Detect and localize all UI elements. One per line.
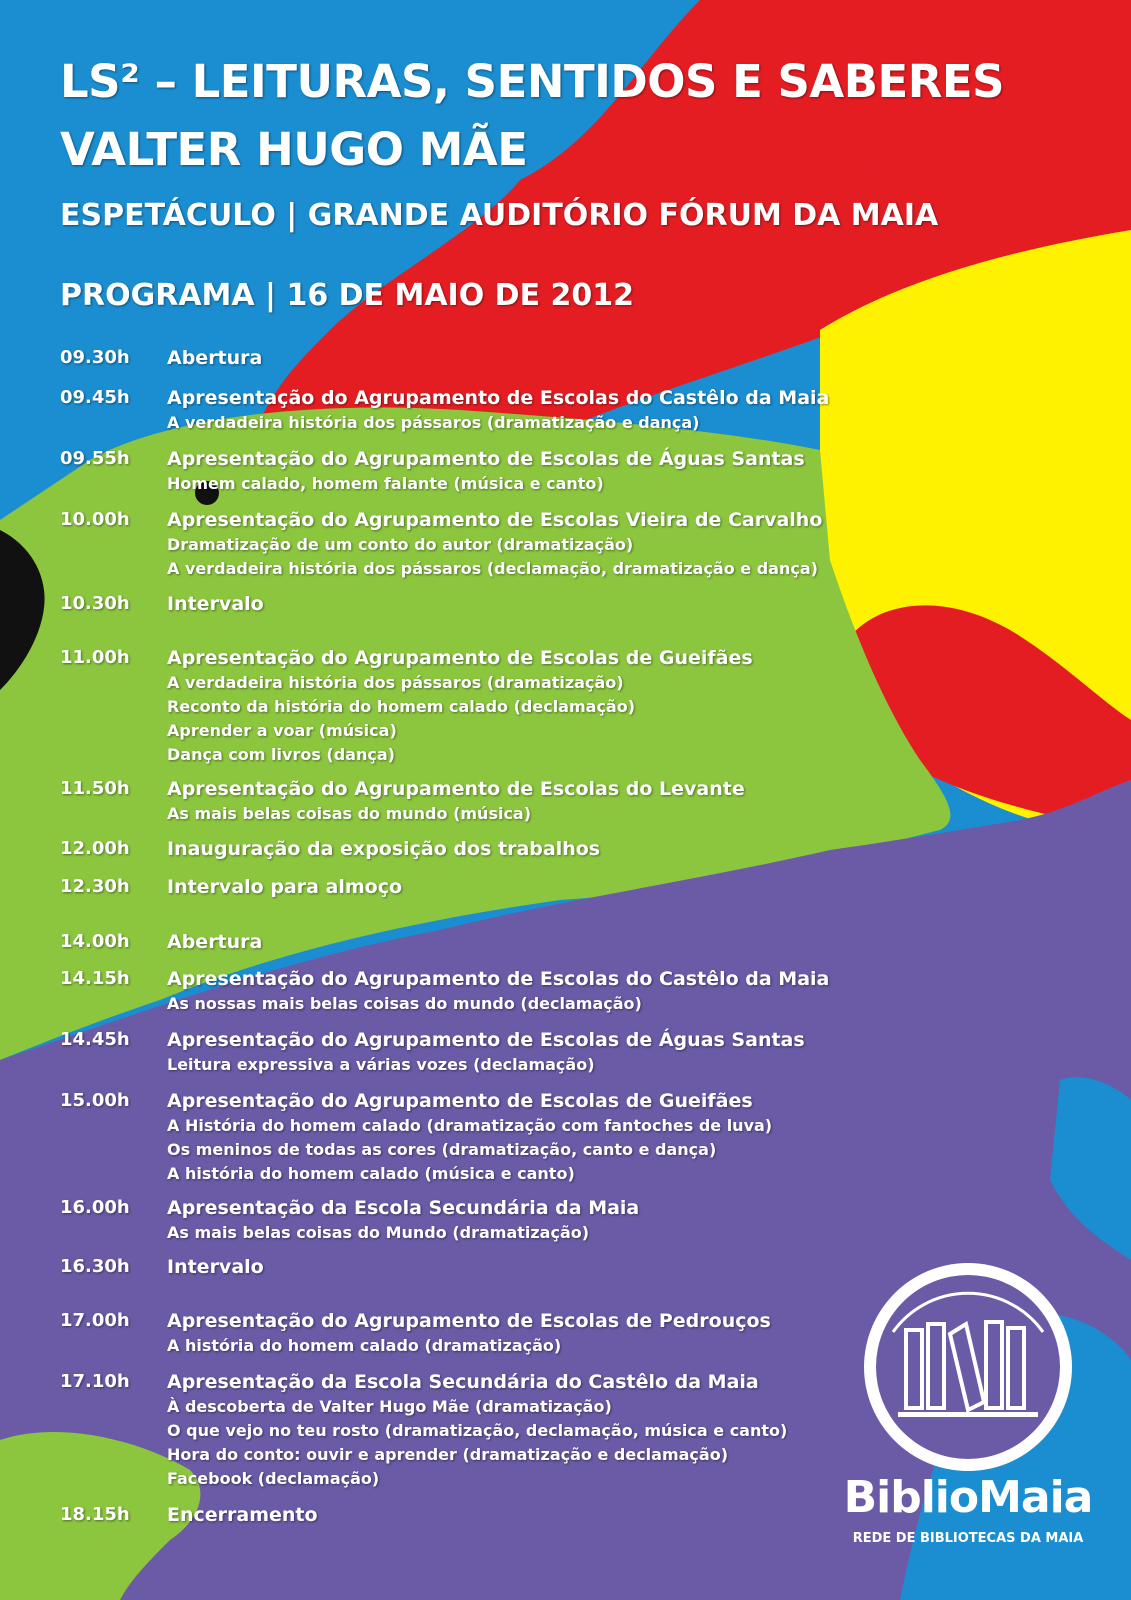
entry-detail: Leitura expressiva a várias vozes (declamação): [167, 1055, 595, 1074]
title-line-2: VALTER HUGO MÃE: [60, 123, 528, 176]
entry-title: Apresentação do Agrupamento de Escolas Vieira de Carvalho: [167, 509, 823, 531]
entry-title: Apresentação do Agrupamento de Escolas do Castêlo da Maia: [167, 968, 830, 990]
title-line-1: LS² – LEITURAS, SENTIDOS E SABERES: [60, 55, 1005, 108]
entry-title: Intervalo para almoço: [167, 876, 403, 898]
entry-time: 16.00h: [60, 1197, 130, 1218]
entry-title: Abertura: [167, 931, 263, 953]
entry-detail: A verdadeira história dos pássaros (dramatização): [167, 673, 624, 692]
entry-detail: As nossas mais belas coisas do mundo (declamação): [167, 994, 642, 1013]
entry-time: 15.00h: [60, 1090, 130, 1111]
entry-time: 09.55h: [60, 448, 130, 469]
entry-time: 09.30h: [60, 347, 130, 368]
entry-time: 12.30h: [60, 876, 130, 897]
entry-time: 14.15h: [60, 968, 130, 989]
entry-detail: Dramatização de um conto do autor (dramatização): [167, 535, 634, 554]
entry-title: Apresentação da Escola Secundária da Maia: [167, 1197, 640, 1219]
entry-detail: A verdadeira história dos pássaros (dramatização e dança): [167, 413, 700, 432]
entry-time: 17.00h: [60, 1310, 130, 1331]
entry-title: Intervalo: [167, 593, 264, 615]
entry-detail: Reconto da história do homem calado (declamação): [167, 697, 636, 716]
entry-title: Abertura: [167, 347, 263, 369]
entry-detail: Aprender a voar (música): [167, 721, 397, 740]
books-icon: [848, 1262, 1088, 1472]
entry-title: Apresentação do Agrupamento de Escolas de Águas Santas: [167, 448, 805, 470]
entry-title: Apresentação do Agrupamento de Escolas do Levante: [167, 778, 745, 800]
entry-detail: A história do homem calado (música e canto): [167, 1164, 575, 1183]
entry-time: 10.30h: [60, 593, 130, 614]
entry-time: 14.45h: [60, 1029, 130, 1050]
entry-detail: Hora do conto: ouvir e aprender (dramatização e declamação): [167, 1445, 729, 1464]
entry-detail: Dança com livros (dança): [167, 745, 395, 764]
entry-detail: A História do homem calado (dramatização com fantoches de luva): [167, 1116, 773, 1135]
entry-time: 10.00h: [60, 509, 130, 530]
entry-detail: As mais belas coisas do Mundo (dramatização): [167, 1223, 590, 1242]
subtitle: ESPETÁCULO | GRANDE AUDITÓRIO FÓRUM DA MAIA: [60, 198, 939, 233]
entry-detail: A verdadeira história dos pássaros (declamação, dramatização e dança): [167, 559, 818, 578]
entry-title: Apresentação do Agrupamento de Escolas do Castêlo da Maia: [167, 387, 830, 409]
programa-heading: PROGRAMA | 16 DE MAIO DE 2012: [60, 278, 634, 313]
entry-time: 12.00h: [60, 838, 130, 859]
entry-detail: A história do homem calado (dramatização): [167, 1336, 562, 1355]
entry-detail: Facebook (declamação): [167, 1469, 380, 1488]
entry-title: Encerramento: [167, 1504, 318, 1526]
entry-time: 09.45h: [60, 387, 130, 408]
entry-title: Inauguração da exposição dos trabalhos: [167, 838, 601, 860]
logo-brand: BiblioMaia: [843, 1472, 1093, 1523]
entry-title: Apresentação da Escola Secundária do Castêlo da Maia: [167, 1371, 759, 1393]
logo-tagline: REDE DE BIBLIOTECAS DA MAIA: [852, 1531, 1084, 1546]
entry-detail: As mais belas coisas do mundo (música): [167, 804, 532, 823]
entry-time: 11.00h: [60, 647, 130, 668]
entry-detail: Homem calado, homem falante (música e canto): [167, 474, 604, 493]
entry-detail: O que vejo no teu rosto (dramatização, declamação, música e canto): [167, 1421, 788, 1440]
entry-title: Apresentação do Agrupamento de Escolas de Gueifães: [167, 1090, 753, 1112]
entry-detail: Os meninos de todas as cores (dramatização, canto e dança): [167, 1140, 717, 1159]
entry-title: Apresentação do Agrupamento de Escolas de Pedrouços: [167, 1310, 771, 1332]
entry-title: Intervalo: [167, 1256, 264, 1278]
bibliomaia-logo: [843, 1262, 1093, 1582]
entry-time: 17.10h: [60, 1371, 130, 1392]
entry-time: 11.50h: [60, 778, 130, 799]
entry-time: 16.30h: [60, 1256, 130, 1277]
entry-detail: À descoberta de Valter Hugo Mãe (dramatização): [167, 1397, 612, 1416]
entry-time: 18.15h: [60, 1504, 130, 1525]
entry-title: Apresentação do Agrupamento de Escolas de Águas Santas: [167, 1029, 805, 1051]
entry-title: Apresentação do Agrupamento de Escolas de Gueifães: [167, 647, 753, 669]
entry-time: 14.00h: [60, 931, 130, 952]
